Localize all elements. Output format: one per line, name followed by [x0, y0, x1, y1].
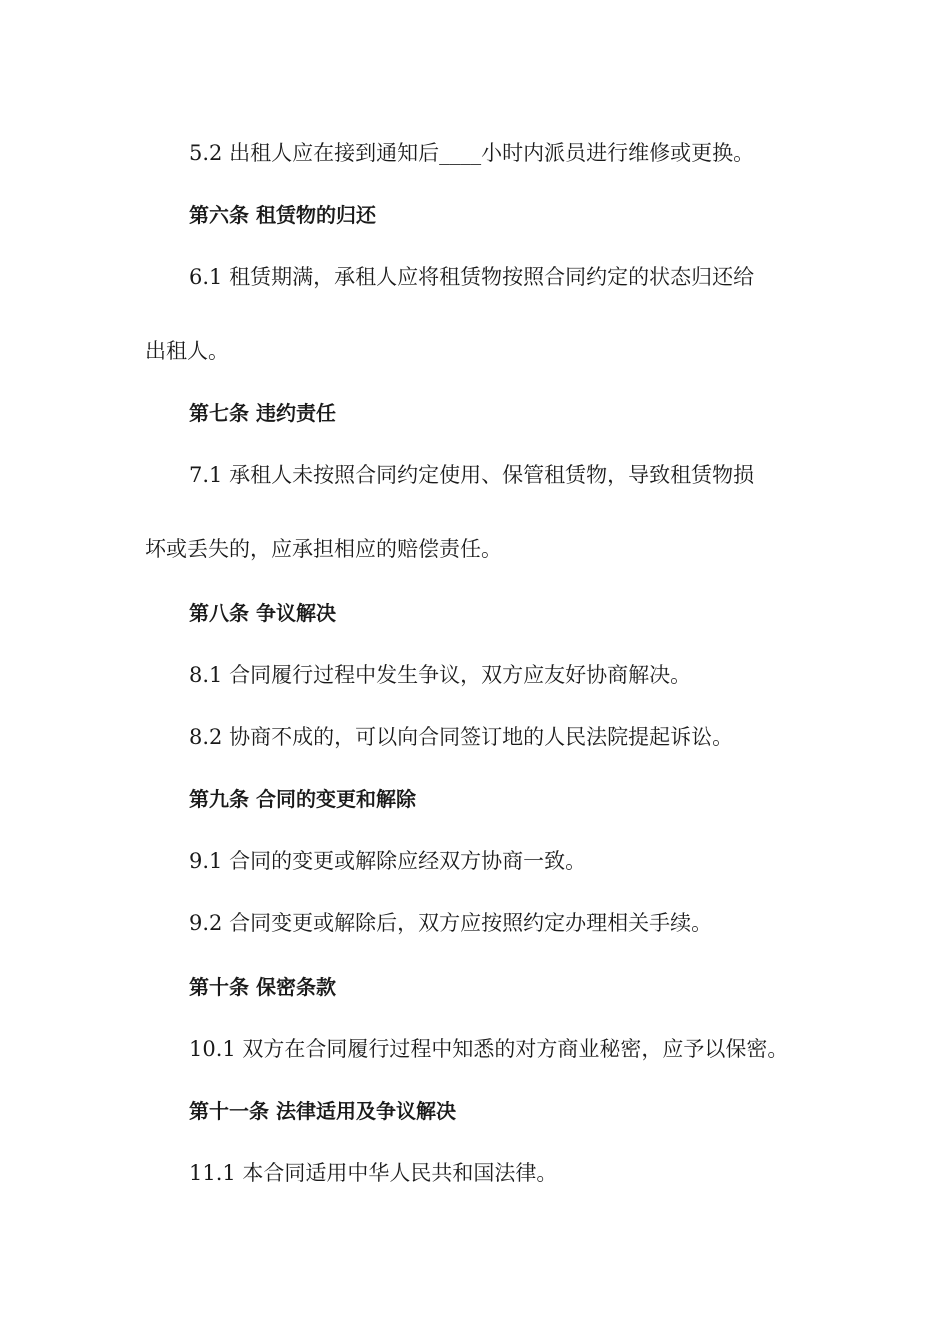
clause-8-1: 8.1 合同履行过程中发生争议，双方应友好协商解决。 [189, 663, 692, 687]
clause-7-1-continuation: 坏或丢失的，应承担相应的赔偿责任。 [145, 537, 502, 561]
article-11-heading: 第十一条 法律适用及争议解决 [189, 1099, 456, 1123]
clause-8-2: 8.2 协商不成的，可以向合同签订地的人民法院提起诉讼。 [189, 725, 734, 749]
article-9-heading: 第九条 合同的变更和解除 [189, 787, 416, 811]
article-10-heading: 第十条 保密条款 [189, 975, 336, 999]
clause-7-1: 7.1 承租人未按照合同约定使用、保管租赁物，导致租赁物损 [189, 463, 755, 487]
clause-9-1: 9.1 合同的变更或解除应经双方协商一致。 [189, 849, 587, 873]
article-7-heading: 第七条 违约责任 [189, 401, 336, 425]
article-8-heading: 第八条 争议解决 [189, 601, 336, 625]
clause-5-2: 5.2 出租人应在接到通知后____小时内派员进行维修或更换。 [189, 141, 755, 165]
clause-11-1: 11.1 本合同适用中华人民共和国法律。 [189, 1161, 558, 1185]
clause-10-1: 10.1 双方在合同履行过程中知悉的对方商业秘密，应予以保密。 [189, 1037, 789, 1061]
clause-6-1: 6.1 租赁期满，承租人应将租赁物按照合同约定的状态归还给 [189, 265, 755, 289]
article-6-heading: 第六条 租赁物的归还 [189, 203, 376, 227]
clause-9-2: 9.2 合同变更或解除后，双方应按照约定办理相关手续。 [189, 911, 713, 935]
clause-6-1-continuation: 出租人。 [145, 339, 229, 363]
